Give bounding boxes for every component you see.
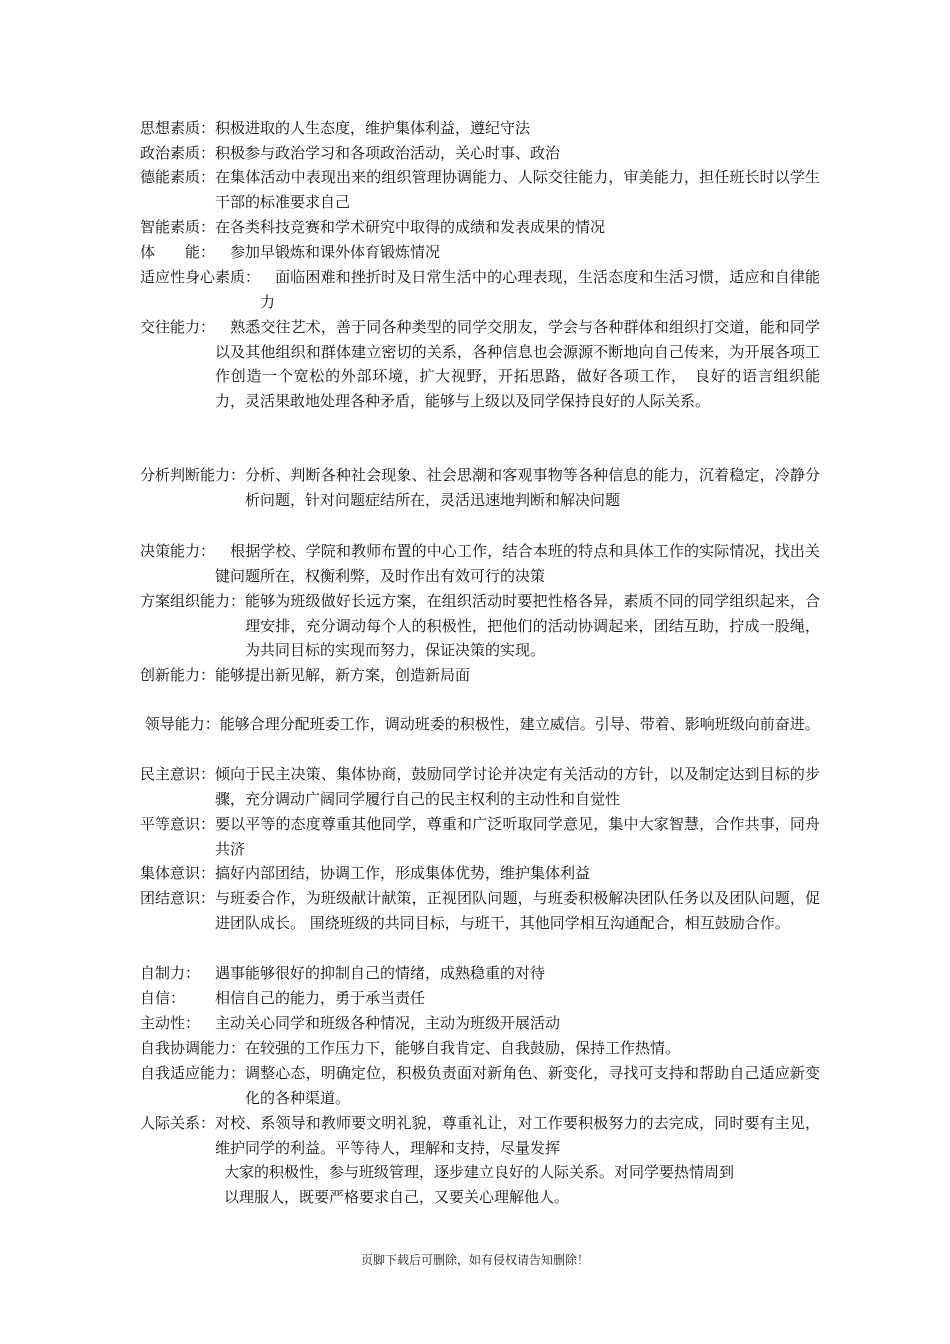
entry-label: 主动性： — [140, 1014, 201, 1032]
continuation-line: 以理服人，既要严格要求自己，又要关心理解他人。 — [224, 1187, 570, 1206]
entry-text: 积极进取的人生态度，维护集体利益，遵纪守法 — [215, 119, 531, 137]
entry-label: 领导能力： — [140, 715, 220, 733]
entry-label: 分析判断能力： — [140, 466, 246, 484]
entry-text: 参加早锻炼和课外体育锻炼情况 — [215, 243, 441, 261]
entry-sixiang — [140, 116, 820, 141]
entry-label: 德能素质： — [140, 168, 216, 186]
entry-label: 方案组织能力： — [140, 592, 246, 610]
entry-zizhili — [140, 961, 820, 986]
entry-label: 自制力： — [140, 964, 201, 982]
entry-label: 自我协调能力： — [140, 1039, 246, 1057]
entry-text: 调整心态，明确定位，积极负责面对新角色、新变化，寻找可支持和帮助自己适应新变化的各种渠道。 — [245, 1064, 820, 1107]
entry-renji — [140, 1111, 820, 1209]
entry-text: 积极参与政治学习和各项政治活动，关心时事、政治 — [215, 144, 561, 162]
entry-zhudongxing — [140, 1011, 820, 1036]
entry-label: 平等意识： — [140, 815, 216, 833]
entry-text: 根据学校、学院和教师布置的中心工作，结合本班的特点和具体工作的实际情况，找出关键问题所在，权衡利弊，及时作出有效可行的决策 — [215, 542, 820, 585]
entry-label: 创新能力： — [140, 666, 216, 684]
entry-label: 交往能力： — [140, 318, 216, 336]
entry-jiaowang — [140, 315, 820, 413]
entry-zishiying — [140, 1061, 820, 1110]
entry-text: 遇事能够很好的抑制自己的情绪，成熟稳重的对待 — [200, 964, 546, 982]
entry-minzhu — [140, 762, 820, 811]
entry-label: 思想素质： — [140, 119, 216, 137]
entry-zhineng — [140, 215, 820, 240]
entry-lingdao — [140, 712, 820, 737]
entry-text: 相信自己的能力，勇于承当责任 — [185, 989, 426, 1007]
entry-shiyingxing — [140, 265, 820, 314]
entry-text: 能够合理分配班委工作，调动班委的积极性，建立威信。引导、带着、影响班级向前奋进。 — [219, 715, 820, 733]
entry-label: 集体意识： — [140, 864, 216, 882]
entry-jiti — [140, 861, 820, 886]
entry-fenxi — [140, 463, 820, 512]
entry-label: 民主意识： — [140, 765, 216, 783]
entry-label: 智能素质： — [140, 218, 216, 236]
entry-juece — [140, 539, 820, 588]
entry-label: 决策能力： — [140, 542, 216, 560]
entry-tineng — [140, 240, 820, 265]
entry-text: 与班委合作，为班级献计献策，正视团队问题，与班委积极解决团队任务以及团队问题，促进团队成长。 围绕班级的共同目标，与班干，其他同学相互沟通配合，相互鼓励合作。 — [215, 889, 820, 932]
entry-text: 在较强的工作压力下，能够自我肯定、自我鼓励，保持工作热情。 — [245, 1039, 681, 1057]
entry-text: 能够为班级做好长远方案，在组织活动时要把性格各异，素质不同的同学组织起来，合理安排，充分调动每个人的积极性，把他们的活动协调起来，团结互助，拧成一股绳，为共同目标的实现而努力，保证决策的实现。 — [245, 592, 820, 659]
continuation-line: 大家的积极性，参与班级管理，逐步建立良好的人际关系。对同学要热情周到 — [224, 1163, 735, 1181]
entry-label: 自我适应能力： — [140, 1064, 246, 1082]
entry-label: 体 能： — [140, 243, 216, 261]
entry-text: 在各类科技竞赛和学术研究中取得的成绩和发表成果的情况 — [215, 218, 606, 236]
entry-text: 对校、系领导和教师要文明礼貌，尊重礼让，对工作要积极努力的去完成，同时要有主见，维护同学的利益。平等待人，理解和支持，尽量发挥 — [215, 1114, 820, 1157]
page-footer: 页脚下载后可删除，如有侵权请告知删除！ — [360, 1253, 589, 1267]
entry-label: 政治素质： — [140, 144, 216, 162]
entry-fangan — [140, 589, 820, 663]
entry-text: 在集体活动中表现出来的组织管理协调能力、人际交往能力，审美能力，担任班长时以学生干部的标准要求自己 — [215, 168, 820, 211]
entry-zhengzhi — [140, 141, 820, 166]
entry-text: 搞好内部团结，协调工作，形成集体优势，维护集体利益 — [215, 864, 591, 882]
entry-zixin — [140, 986, 820, 1011]
entry-label: 适应性身心素质： — [140, 268, 261, 286]
entry-text: 要以平等的态度尊重其他同学，尊重和广泛听取同学意见，集中大家智慧，合作共事，同舟共济 — [215, 815, 820, 858]
entry-text: 主动关心同学和班级各种情况，主动为班级开展活动 — [200, 1014, 561, 1032]
entry-chuangxin — [140, 663, 820, 688]
entry-label: 人际关系： — [140, 1114, 216, 1132]
entry-tuanjie — [140, 886, 820, 935]
entry-pingdeng — [140, 812, 820, 861]
entry-text: 倾向于民主决策、集体协商，鼓励同学讨论并决定有关活动的方针，以及制定达到目标的步骤，充分调动广阔同学履行自己的民主权利的主动性和自觉性 — [215, 765, 820, 808]
entry-label: 自信： — [140, 989, 186, 1007]
entry-zixietiao — [140, 1036, 820, 1061]
entry-deneng — [140, 165, 820, 214]
entry-label: 团结意识： — [140, 889, 216, 907]
entry-text: 面临困难和挫折时及日常生活中的心理表现，生活态度和生活习惯，适应和自律能力 — [260, 268, 820, 311]
entry-text: 能够提出新见解，新方案，创造新局面 — [215, 666, 471, 684]
entry-text: 分析、判断各种社会现象、社会思潮和客观事物等各种信息的能力，沉着稳定，冷静分析问题，针对问题症结所在，灵活迅速地判断和解决问题 — [245, 466, 820, 509]
entry-text: 熟悉交往艺术，善于同各种类型的同学交朋友，学会与各种群体和组织打交道，能和同学以及其他组织和群体建立密切的关系，各种信息也会源源不断地向自己传来，为开展各项工作创造一个宽松的外部环境，扩大视野，开拓思路，做好各项工作， 良好的语言组织能力，灵活果敢地处理各种矛盾，能够与上级以及同学保持良好的人际关系。 — [215, 318, 820, 410]
